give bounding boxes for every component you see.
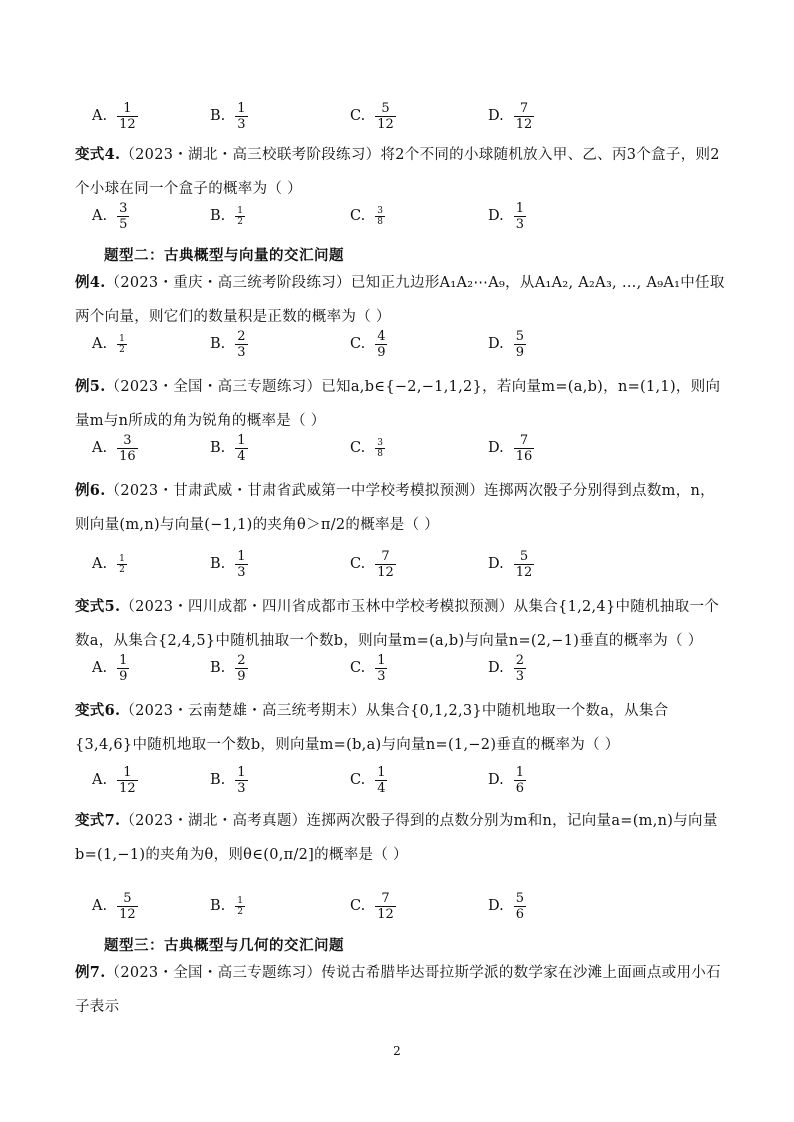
- fraction-numerator: 7: [519, 432, 529, 448]
- question-text: [75, 474, 725, 542]
- option-fraction: [375, 206, 385, 227]
- answer-options: [92, 760, 712, 800]
- fraction-numerator: 4: [377, 328, 386, 344]
- option-label: A.: [92, 108, 108, 124]
- option-fraction: [117, 433, 138, 464]
- option-fraction: [235, 549, 247, 580]
- option-label: D.: [488, 660, 504, 676]
- option-label: B.: [210, 108, 226, 124]
- fraction-denominator: 9: [237, 668, 246, 684]
- answer-option[interactable]: [488, 196, 526, 236]
- option-label: D.: [488, 440, 504, 456]
- fraction-denominator: 16: [119, 448, 136, 464]
- option-fraction: [375, 329, 387, 360]
- answer-options: [92, 324, 712, 364]
- answer-option[interactable]: [488, 96, 534, 136]
- option-label: C.: [350, 108, 366, 124]
- option-fraction: [117, 765, 138, 796]
- fraction-denominator: 9: [515, 344, 524, 360]
- option-label: B.: [210, 440, 226, 456]
- option-label: A.: [92, 556, 108, 572]
- question-body: （2023・重庆・高三统考阶段练习）已知正九边形A₁A₂⋯A₉，从A₁A₂, A₂A₃, …, A₉A₁中任取两个向量，则它们的数量积是正数的概率为（ ）: [75, 275, 725, 325]
- option-fraction: [117, 653, 129, 684]
- option-label: C.: [350, 208, 366, 224]
- answer-option[interactable]: [488, 886, 526, 926]
- answer-option[interactable]: [92, 760, 138, 800]
- option-label: B.: [210, 208, 226, 224]
- option-label: B.: [210, 660, 226, 676]
- answer-option[interactable]: [488, 428, 534, 468]
- option-fraction: [375, 891, 396, 922]
- option-fraction: [117, 334, 127, 355]
- option-fraction: [514, 101, 535, 132]
- fraction-numerator: 5: [123, 890, 132, 906]
- question-number: 例5.: [75, 378, 106, 395]
- option-fraction: [235, 653, 247, 684]
- question-body: （2023・甘肃武威・甘肃省武威第一中学校考模拟预测）连掷两次骰子分别得到点数m，n，则向量(m,n)与向量(−1,1)的夹角θ＞π/2的概率是（ ）: [75, 483, 715, 533]
- answer-option[interactable]: [350, 886, 396, 926]
- option-label: C.: [350, 898, 366, 914]
- fraction-numerator: 1: [237, 432, 246, 448]
- fraction-numerator: 1: [119, 652, 128, 668]
- option-label: B.: [210, 772, 226, 788]
- question-text: [75, 956, 725, 1024]
- fraction-denominator: 9: [119, 668, 128, 684]
- fraction-numerator: 1: [119, 333, 125, 344]
- fraction-numerator: 7: [519, 100, 529, 116]
- section-heading: 题型二：古典概型与向量的交汇问题: [104, 247, 344, 264]
- answer-option[interactable]: [210, 544, 248, 584]
- option-fraction: [514, 549, 535, 580]
- question-body: （2023・湖北・高三校联考阶段练习）将2个不同的小球随机放入甲、乙、丙3个盒子，则2个小球在同一个盒子的概率为（ ）: [75, 147, 720, 197]
- answer-option[interactable]: [350, 760, 387, 800]
- fraction-numerator: 1: [377, 764, 386, 780]
- question-body: （2023・全国・高三专题练习）传说古希腊毕达哥拉斯学派的数学家在沙滩上面画点或用小石子表示: [75, 965, 721, 1015]
- answer-option[interactable]: [350, 196, 385, 236]
- section-heading: 题型三：古典概型与几何的交汇问题: [104, 937, 344, 954]
- option-label: D.: [488, 108, 504, 124]
- answer-option[interactable]: [210, 196, 245, 236]
- answer-option[interactable]: [92, 96, 138, 136]
- fraction-denominator: 3: [237, 344, 246, 360]
- option-fraction: [235, 433, 247, 464]
- fraction-denominator: 12: [377, 564, 394, 580]
- fraction-numerator: 7: [381, 548, 390, 564]
- fraction-numerator: 7: [381, 890, 390, 906]
- fraction-numerator: 2: [237, 328, 246, 344]
- option-label: B.: [210, 336, 226, 352]
- option-fraction: [235, 896, 245, 917]
- option-label: A.: [92, 440, 108, 456]
- question-number: 例4.: [75, 274, 106, 291]
- fraction-denominator: 6: [515, 780, 524, 796]
- option-fraction: [514, 329, 526, 360]
- answer-option[interactable]: [488, 648, 526, 688]
- answer-options: [92, 544, 712, 584]
- option-label: A.: [92, 898, 108, 914]
- fraction-denominator: 3: [515, 668, 524, 684]
- option-fraction: [375, 765, 387, 796]
- answer-option[interactable]: [92, 544, 127, 584]
- fraction-numerator: 1: [237, 100, 246, 116]
- fraction-denominator: 12: [119, 906, 136, 922]
- option-fraction: [375, 653, 387, 684]
- option-label: A.: [92, 660, 108, 676]
- fraction-numerator: 1: [237, 895, 243, 906]
- answer-option[interactable]: [210, 648, 248, 688]
- option-fraction: [235, 765, 247, 796]
- option-label: C.: [350, 440, 366, 456]
- fraction-denominator: 5: [119, 216, 128, 232]
- option-label: D.: [488, 336, 504, 352]
- option-label: C.: [350, 772, 366, 788]
- fraction-numerator: 5: [515, 890, 524, 906]
- question-number: 变式5.: [75, 598, 121, 615]
- fraction-numerator: 3: [377, 205, 383, 216]
- fraction-denominator: 3: [237, 564, 246, 580]
- option-fraction: [117, 201, 129, 232]
- option-label: B.: [210, 898, 226, 914]
- fraction-denominator: 12: [377, 116, 394, 132]
- fraction-denominator: 2: [237, 216, 243, 227]
- fraction-numerator: 1: [237, 205, 243, 216]
- fraction-numerator: 1: [515, 764, 524, 780]
- option-label: D.: [488, 772, 504, 788]
- fraction-numerator: 1: [123, 764, 132, 780]
- fraction-denominator: 9: [377, 344, 386, 360]
- answer-option[interactable]: [350, 544, 396, 584]
- answer-option[interactable]: [210, 324, 248, 364]
- fraction-denominator: 12: [119, 780, 136, 796]
- answer-option[interactable]: [92, 886, 138, 926]
- answer-option[interactable]: [92, 428, 138, 468]
- question-body: （2023・湖北・高考真题）连掷两次骰子得到的点数分别为m和n，记向量a=(m,n)与向量b=(1,−1)的夹角为θ，则θ∈(0,π/2]的概率是（ ）: [75, 813, 718, 863]
- option-label: A.: [92, 336, 108, 352]
- answer-option[interactable]: [210, 96, 248, 136]
- option-fraction: [375, 101, 396, 132]
- option-fraction: [375, 549, 396, 580]
- question-number: 变式7.: [75, 812, 121, 829]
- answer-option[interactable]: [210, 760, 248, 800]
- option-label: C.: [350, 556, 366, 572]
- option-fraction: [514, 201, 526, 232]
- fraction-denominator: 8: [377, 448, 383, 459]
- fraction-denominator: 3: [515, 216, 524, 232]
- fraction-denominator: 4: [377, 780, 386, 796]
- page-number: 2: [393, 1044, 401, 1058]
- option-fraction: [514, 653, 526, 684]
- question-number: 例7.: [75, 964, 106, 981]
- answer-options: [92, 886, 712, 926]
- answer-option[interactable]: [350, 324, 387, 364]
- fraction-numerator: 3: [377, 437, 383, 448]
- fraction-denominator: 6: [515, 906, 524, 922]
- option-label: D.: [488, 208, 504, 224]
- question-text: [75, 694, 725, 762]
- fraction-numerator: 1: [237, 764, 246, 780]
- fraction-denominator: 12: [515, 116, 533, 132]
- fraction-denominator: 2: [119, 344, 125, 355]
- fraction-numerator: 1: [237, 548, 246, 564]
- answer-options: [92, 96, 712, 136]
- option-label: C.: [350, 660, 366, 676]
- option-label: C.: [350, 336, 366, 352]
- fraction-denominator: 3: [377, 668, 386, 684]
- answer-option[interactable]: [92, 196, 129, 236]
- fraction-numerator: 5: [515, 328, 524, 344]
- option-fraction: [514, 891, 526, 922]
- answer-option[interactable]: [488, 324, 526, 364]
- answer-options: [92, 428, 712, 468]
- answer-option[interactable]: [350, 96, 396, 136]
- fraction-numerator: 2: [515, 652, 524, 668]
- option-fraction: [117, 101, 138, 132]
- answer-option[interactable]: [210, 428, 248, 468]
- option-label: B.: [210, 556, 226, 572]
- option-fraction: [117, 891, 138, 922]
- answer-option[interactable]: [488, 544, 534, 584]
- fraction-denominator: 2: [237, 906, 243, 917]
- fraction-numerator: 2: [237, 652, 246, 668]
- fraction-denominator: 12: [515, 564, 533, 580]
- fraction-numerator: 1: [515, 200, 524, 216]
- question-body: （2023・四川成都・四川省成都市玉林中学校考模拟预测）从集合{1,2,4}中随机抽取一个数a，从集合{2,4,5}中随机抽取一个数b，则向量m=(a,b)与向量n=(2,−1)垂直的概率为（ ）: [75, 599, 720, 649]
- fraction-denominator: 4: [237, 448, 246, 464]
- question-number: 变式6.: [75, 702, 121, 719]
- option-fraction: [514, 765, 526, 796]
- fraction-numerator: 3: [119, 200, 128, 216]
- option-fraction: [235, 329, 247, 360]
- fraction-numerator: 5: [381, 100, 390, 116]
- option-label: D.: [488, 898, 504, 914]
- question-number: 变式4.: [75, 146, 121, 163]
- option-label: D.: [488, 556, 504, 572]
- answer-option[interactable]: [210, 886, 245, 926]
- fraction-numerator: 1: [377, 652, 386, 668]
- question-body: （2023・云南楚雄・高三统考期末）从集合{0,1,2,3}中随机地取一个数a，从集合{3,4,6}中随机地取一个数b，则向量m=(b,a)与向量n=(1,−2)垂直的概率为（ ）: [75, 703, 669, 753]
- fraction-numerator: 3: [123, 432, 132, 448]
- fraction-denominator: 12: [119, 116, 136, 132]
- answer-option[interactable]: [488, 760, 526, 800]
- option-fraction: [514, 433, 535, 464]
- question-body: （2023・全国・高三专题练习）已知a,b∈{−2,−1,1,2}，若向量m=(a,b)，n=(1,1)，则向量m与n所成的角为锐角的概率是（ ）: [75, 379, 721, 429]
- fraction-numerator: 1: [119, 553, 125, 564]
- answer-option[interactable]: [92, 324, 127, 364]
- fraction-denominator: 3: [237, 116, 246, 132]
- fraction-numerator: 5: [519, 548, 529, 564]
- fraction-denominator: 8: [377, 216, 383, 227]
- answer-option[interactable]: [350, 428, 385, 468]
- fraction-denominator: 12: [377, 906, 394, 922]
- answer-option[interactable]: [92, 648, 129, 688]
- option-label: A.: [92, 208, 108, 224]
- answer-options: [92, 196, 712, 236]
- answer-option[interactable]: [350, 648, 387, 688]
- option-fraction: [235, 101, 247, 132]
- question-number: 例6.: [75, 482, 106, 499]
- fraction-denominator: 3: [237, 780, 246, 796]
- fraction-denominator: 16: [515, 448, 533, 464]
- fraction-numerator: 1: [123, 100, 132, 116]
- option-fraction: [235, 206, 245, 227]
- option-label: A.: [92, 772, 108, 788]
- option-fraction: [375, 438, 385, 459]
- option-fraction: [117, 554, 127, 575]
- answer-options: [92, 648, 712, 688]
- question-text: [75, 804, 725, 872]
- fraction-denominator: 2: [119, 564, 125, 575]
